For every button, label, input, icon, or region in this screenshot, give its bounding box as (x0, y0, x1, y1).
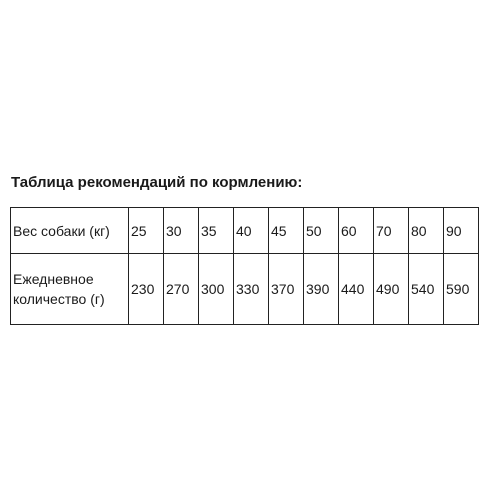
table-cell-amount: 590 (444, 254, 479, 325)
table-cell-weight: 30 (164, 208, 199, 254)
table-cell-weight: 40 (234, 208, 269, 254)
table-cell-amount: 540 (409, 254, 444, 325)
feeding-table (10, 207, 479, 325)
table-cell-amount: 330 (234, 254, 269, 325)
table-cell-amount: 300 (199, 254, 234, 325)
table-cell-weight: 35 (199, 208, 234, 254)
table-cell-weight: 90 (444, 208, 479, 254)
table-title: Таблица рекомендаций по кормлению: (11, 174, 303, 191)
table-cell-amount: 270 (164, 254, 199, 325)
table-cell-amount: 230 (129, 254, 164, 325)
row-header-weight: Вес собаки (кг) (11, 208, 129, 254)
table-row-amount (11, 254, 479, 325)
table-row-weight (11, 208, 479, 254)
row-header-amount: Ежедневное количество (г) (11, 254, 129, 325)
table-cell-amount: 390 (304, 254, 339, 325)
table-cell-weight: 50 (304, 208, 339, 254)
table-cell-weight: 80 (409, 208, 444, 254)
table-cell-amount: 490 (374, 254, 409, 325)
table-cell-amount: 440 (339, 254, 374, 325)
table-cell-weight: 25 (129, 208, 164, 254)
table-cell-weight: 60 (339, 208, 374, 254)
table-cell-amount: 370 (269, 254, 304, 325)
table-cell-weight: 70 (374, 208, 409, 254)
table-cell-weight: 45 (269, 208, 304, 254)
